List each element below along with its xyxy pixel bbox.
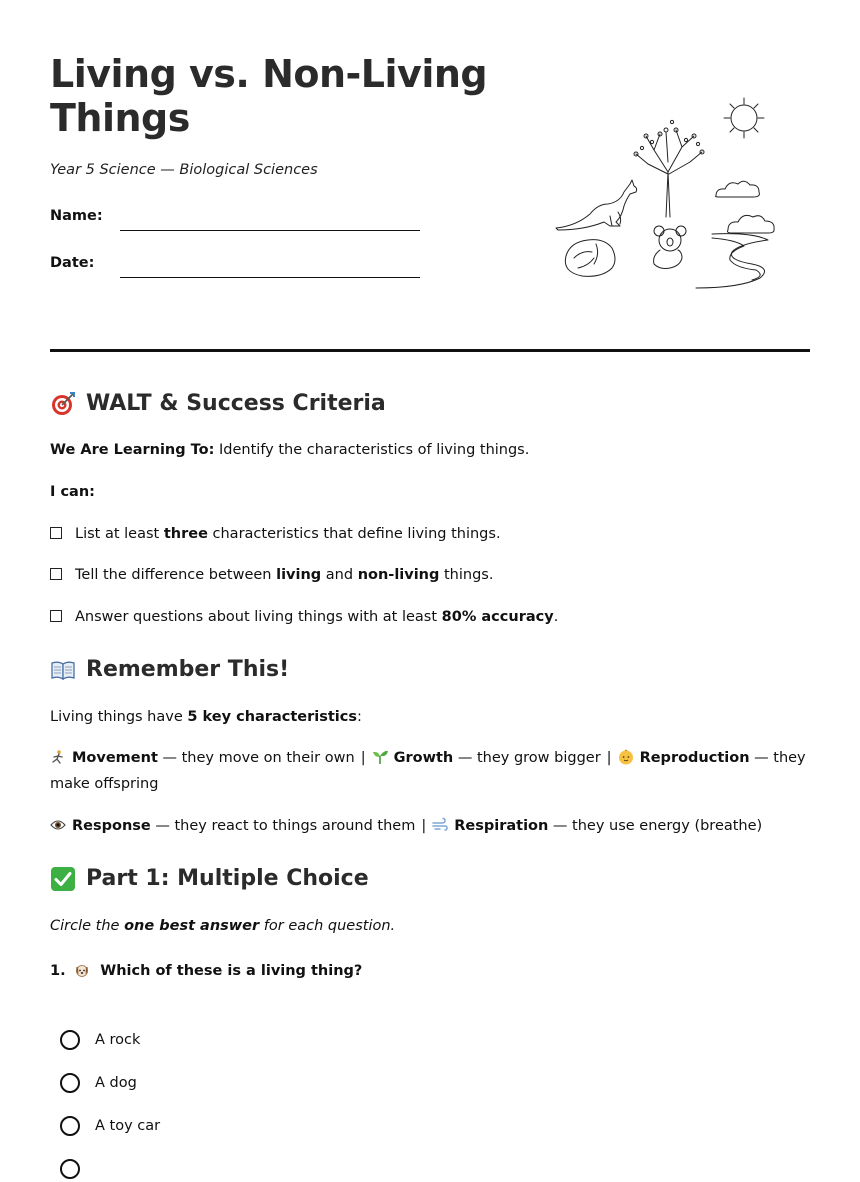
intro-text: Living things have [50,709,188,725]
walt-text: Identify the characteristics of living things. [214,442,530,458]
person-running-icon [50,749,66,765]
tree-icon [634,120,704,217]
open-book-icon [50,657,76,683]
kangaroo-icon [556,180,637,230]
criteria-item [50,565,493,585]
option-circle[interactable] [60,1030,80,1050]
intro-text: : [356,709,362,725]
separator: | [421,818,427,834]
part1-instructions [50,916,395,936]
walt-label: We Are Learning To: [50,442,215,458]
characteristic-desc: — they make offspring [50,750,806,792]
characteristic-name: Respiration [454,818,549,834]
remember-heading-text: Remember This! [86,657,290,682]
eye-icon [50,817,66,833]
characteristic-desc: — they move on their own [157,750,355,766]
seedling-icon [372,749,388,765]
name-write-line[interactable] [120,230,420,231]
option-circle[interactable] [60,1159,80,1179]
wind-icon [432,817,448,833]
criteria-text: . [553,609,559,625]
checkbox[interactable] [50,527,62,539]
nature-illustration [548,92,778,297]
criteria-text: Tell the difference between [75,567,277,583]
characteristic-desc: — they use energy (breathe) [548,818,763,834]
criteria-text: characteristics that define living things. [207,526,501,542]
option-text: A rock [95,1032,141,1048]
criteria-bold: living [276,567,322,583]
criteria-item [50,607,558,627]
walt-statement [50,440,529,460]
option-circle[interactable] [60,1116,80,1136]
rock-icon [565,240,615,277]
instr-text: for each question. [259,918,396,934]
date-write-line[interactable] [120,277,420,278]
criteria-bold: non-living [357,567,440,583]
question-1 [50,961,362,981]
name-field-row [50,208,430,238]
option-text: A toy car [95,1118,161,1134]
walt-heading-text: WALT & Success Criteria [86,391,386,416]
part1-heading-text: Part 1: Multiple Choice [86,866,369,891]
ican-label [50,482,95,502]
characteristic-name: Growth [393,750,454,766]
remember-heading [50,656,289,684]
dog-icon [74,962,90,978]
criteria-text: things. [439,567,494,583]
header-divider [50,349,810,352]
baby-icon [618,749,634,765]
subtitle: Year 5 Science — Biological Sciences [50,162,318,178]
answer-option-partial[interactable] [60,1156,95,1182]
part1-heading [50,865,369,893]
checkbox[interactable] [50,568,62,580]
sun-icon [724,98,764,138]
characteristics-line-1 [50,745,810,797]
river-icon [696,234,768,288]
remember-intro [50,707,362,727]
check-mark-icon [50,866,76,892]
criteria-text: and [321,567,358,583]
option-circle[interactable] [60,1073,80,1093]
page-title: Living vs. Non-Living Things [50,52,488,140]
walt-heading [50,390,386,418]
date-field-row [50,255,430,285]
answer-option[interactable] [60,1070,137,1096]
characteristic-name: Reproduction [639,750,750,766]
characteristic-desc: — they grow bigger [453,750,601,766]
cloud-icon [716,181,775,233]
criteria-bold: three [163,526,208,542]
instr-text: Circle the [50,918,125,934]
instr-bold: one best answer [124,918,260,934]
answer-option[interactable] [60,1027,140,1053]
criteria-text: Answer questions about living things with at least [75,609,442,625]
date-label: Date: [50,255,95,271]
separator: | [606,750,612,766]
characteristic-name: Response [72,818,151,834]
separator: | [360,750,366,766]
ican-label-text: I can: [50,484,95,500]
option-text: A dog [95,1075,137,1091]
name-label: Name: [50,208,103,224]
koala-icon [654,226,686,269]
checkbox[interactable] [50,610,62,622]
intro-bold: 5 key characteristics [187,709,357,725]
characteristics-line-2 [50,813,810,839]
criteria-bold: 80% accuracy [441,609,554,625]
characteristic-name: Movement [72,750,158,766]
answer-option[interactable] [60,1113,160,1139]
criteria-text: List at least [75,526,164,542]
characteristic-desc: — they react to things around them [150,818,416,834]
criteria-item [50,524,501,544]
question-text: Which of these is a living thing? [100,963,363,979]
target-icon [50,391,76,417]
question-number: 1. [50,963,66,979]
